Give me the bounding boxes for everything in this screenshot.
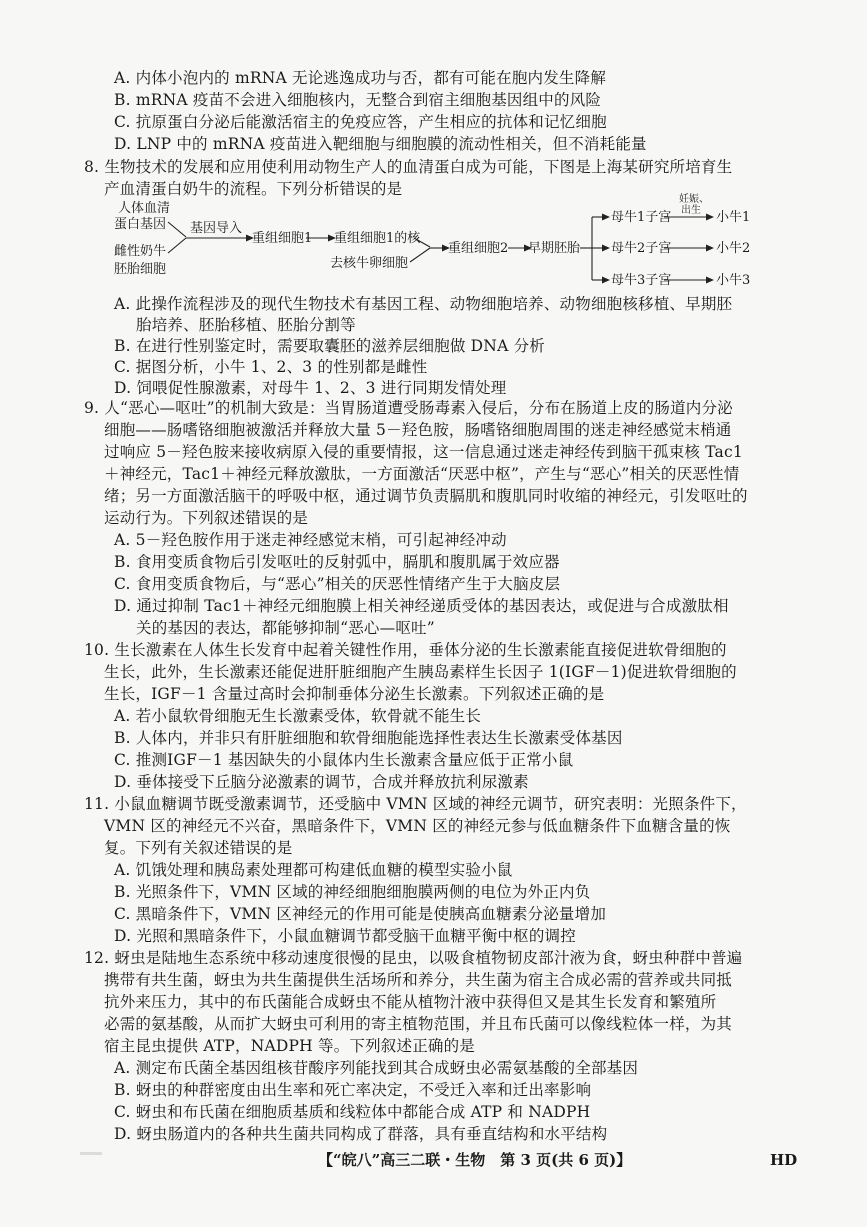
q9-stem-line-1: 9. 人“恶心—呕吐”的机制大致是：当胃肠道遭受肠毒素入侵后，分布在肠道上皮的肠道内分泌 [84, 399, 733, 417]
flow-label-recomb-cell-1-nucleus: 重组细胞1的核 [334, 231, 421, 246]
q10-option-b: B. 人体内，并非只有肝脏细胞和软骨细胞能选择性表达生长激素受体基因 [114, 729, 623, 747]
flow-label-gene-import: 基因导入 [190, 221, 243, 236]
q10-stem-line-1: 10. 生长激素在人体生长发育中起着关键性作用，垂体分泌的生长激素能直接促进软骨细胞的 [84, 641, 727, 659]
q10-option-c: C. 推测IGF－1 基因缺失的小鼠体内生长激素含量应低于正常小鼠 [114, 751, 574, 769]
flow-label-enucleated-egg: 去核牛卵细胞 [330, 256, 409, 271]
q11-option-c: C. 黑暗条件下，VMN 区神经元的作用可能是使胰高血糖素分泌量增加 [114, 905, 607, 923]
q10-stem-line-3: 生长，IGF－1 含量过高时会抑制垂体分泌生长激素。下列叙述正确的是 [104, 685, 605, 703]
q11-option-a: A. 饥饿处理和胰岛素处理都可构建低血糖的模型实验小鼠 [114, 861, 513, 879]
q12-option-b: B. 蚜虫的种群密度由出生率和死亡率决定，不受迁入率和迁出率影响 [114, 1081, 592, 1099]
q11-option-b: B. 光照条件下，VMN 区域的神经细胞细胞膜两侧的电位为外正内负 [114, 883, 591, 901]
q12-option-a: A. 测定布氏菌全基因组核苷酸序列能找到其合成蚜虫必需氨基酸的全部基因 [114, 1059, 639, 1077]
flow-label-human-gene-1: 人体血清 [118, 201, 171, 216]
flow-label-pregnancy-2: 出生 [681, 205, 701, 216]
flow-label-cow-embryo-2: 胚胎细胞 [114, 262, 167, 277]
q12-stem-line-3: 抗外来压力，其中的布氏菌能合成蚜虫不能从植物汁液中获得但又是其生长发育和繁殖所 [104, 993, 717, 1011]
flow-label-recomb-cell-1: 重组细胞1 [252, 231, 313, 246]
flow-label-calf-2: 小牛2 [716, 241, 751, 256]
flow-label-uterus-1: 母牛1子宫 [611, 210, 672, 225]
q12-stem-line-5: 宿主昆虫提供 ATP，NADPH 等。下列叙述正确的是 [104, 1037, 475, 1055]
q9-stem-line-2: 细胞——肠嗜铬细胞被激活并释放大量 5－羟色胺，肠嗜铬细胞周围的迷走神经感觉末梢通 [104, 421, 732, 439]
q7-option-b: B. mRNA 疫苗不会进入细胞核内，无整合到宿主细胞基因组中的风险 [114, 91, 602, 109]
q12-stem-line-1: 12. 蚜虫是陆地生态系统中移动速度很慢的昆虫，以吸食植物韧皮部汁液为食，蚜虫种群中普遍 [84, 949, 743, 967]
q11-stem-line-3: 复。下列有关叙述错误的是 [104, 839, 293, 857]
q9-option-b: B. 食用变质食物后引发呕吐的反射弧中，膈肌和腹肌属于效应器 [114, 553, 560, 571]
q9-option-a: A. 5－羟色胺作用于迷走神经感觉末梢，可引起神经冲动 [114, 531, 507, 549]
flow-label-calf-3: 小牛3 [716, 273, 751, 288]
q8-option-b: B. 在进行性别鉴定时，需要取囊胚的滋养层细胞做 DNA 分析 [114, 337, 545, 355]
q8-option-d: D. 饲喂促性腺激素，对母牛 1、2、3 进行同期发情处理 [114, 379, 507, 397]
q9-option-d-cont: 关的基因的表达，都能够抑制“恶心—呕吐” [136, 619, 435, 637]
q10-stem-line-2: 生长，此外，生长激素还能促进肝脏细胞产生胰岛素样生长因子 1(IGF－1)促进软骨细胞的 [104, 663, 737, 681]
flow-label-cow-embryo-1: 雌性奶牛 [114, 244, 167, 259]
q8-stem-line-2: 产血清蛋白奶牛的流程。下列分析错误的是 [104, 180, 403, 198]
q9-stem-line-4: ＋神经元，Tac1＋神经元释放激肽，一方面激活“厌恶中枢”，产生与“恶心”相关的厌恶性情 [104, 465, 740, 483]
flow-label-human-gene-2: 蛋白基因 [114, 217, 167, 232]
q11-option-d: D. 光照和黑暗条件下，小鼠血糖调节都受脑干血糖平衡中枢的调控 [114, 927, 576, 945]
q9-option-d: D. 通过抑制 Tac1＋神经元细胞膜上相关神经递质受体的基因表达，或促进与合成激肽相 [114, 597, 729, 615]
paper-code: HD [770, 1151, 798, 1169]
q10-option-a: A. 若小鼠软骨细胞无生长激素受体，软骨就不能生长 [114, 707, 482, 725]
q7-option-c: C. 抗原蛋白分泌后能激活宿主的免疫应答，产生相应的抗体和记忆细胞 [114, 113, 607, 131]
q7-option-d: D. LNP 中的 mRNA 疫苗进入靶细胞与细胞膜的流动性相关，但不消耗能量 [114, 135, 647, 153]
q7-option-a: A. 内体小泡内的 mRNA 无论逃逸成功与否，都有可能在胞内发生降解 [114, 69, 607, 87]
q9-stem-line-3: 过响应 5－羟色胺来接收病原入侵的重要情报，这一信息通过迷走神经传到脑干孤束核 Tac1 [104, 443, 743, 461]
flow-label-pregnancy-1: 妊娠、 [679, 194, 709, 205]
flow-label-uterus-3: 母牛3子宫 [611, 273, 672, 288]
flow-label-calf-1: 小牛1 [716, 210, 751, 225]
flow-label-recomb-cell-2: 重组细胞2 [448, 241, 509, 256]
q9-stem-line-6: 运动行为。下列叙述错误的是 [104, 509, 309, 527]
q12-stem-line-4: 必需的氨基酸，从而扩大蚜虫可利用的寄主植物范围，并且布氏菌可以像线粒体一样，为其 [104, 1015, 733, 1033]
q11-stem-line-1: 11. 小鼠血糖调节既受激素调节，还受脑中 VMN 区域的神经元调节，研究表明：光照条件下， [84, 795, 747, 813]
q8-option-c: C. 据图分析，小牛 1、2、3 的性别都是雌性 [114, 358, 428, 376]
q8-stem-line-1: 8. 生物技术的发展和应用使利用动物生产人的血清蛋白成为可能，下图是上海某研究所培育生 [84, 158, 733, 176]
flow-label-uterus-2: 母牛2子宫 [611, 241, 672, 256]
q11-stem-line-2: VMN 区的神经元不兴奋，黑暗条件下，VMN 区的神经元参与低血糖条件下血糖含量的恢 [104, 817, 731, 835]
q8-option-a-cont: 胎培养、胚胎移植、胚胎分割等 [136, 316, 356, 334]
q9-option-c: C. 食用变质食物后，与“恶心”相关的厌恶性情绪产生于大脑皮层 [114, 575, 561, 593]
page-footer: 【“皖八”高三二联・生物 第 3 页(共 6 页)】 [318, 1151, 632, 1169]
q12-option-d: D. 蚜虫肠道内的各种共生菌共同构成了群落，具有垂直结构和水平结构 [114, 1125, 608, 1143]
q9-stem-line-5: 绪；另一方面激活脑干的呼吸中枢，通过调节负责膈肌和腹肌同时收缩的神经元，引发呕吐的 [104, 487, 748, 505]
q12-option-c: C. 蚜虫和布氏菌在细胞质基质和线粒体中都能合成 ATP 和 NADPH [114, 1103, 591, 1121]
q12-stem-line-2: 携带有共生菌，蚜虫为共生菌提供生活场所和养分，共生菌为宿主合成必需的营养或共同抵 [104, 971, 733, 989]
flow-label-early-embryo: 早期胚胎 [528, 241, 581, 256]
q8-option-a: A. 此操作流程涉及的现代生物技术有基因工程、动物细胞培养、动物细胞核移植、早期胚 [114, 295, 733, 313]
scan-mark [80, 1152, 102, 1155]
q10-option-d: D. 垂体接受下丘脑分泌激素的调节，合成并释放抗利尿激素 [114, 773, 529, 791]
